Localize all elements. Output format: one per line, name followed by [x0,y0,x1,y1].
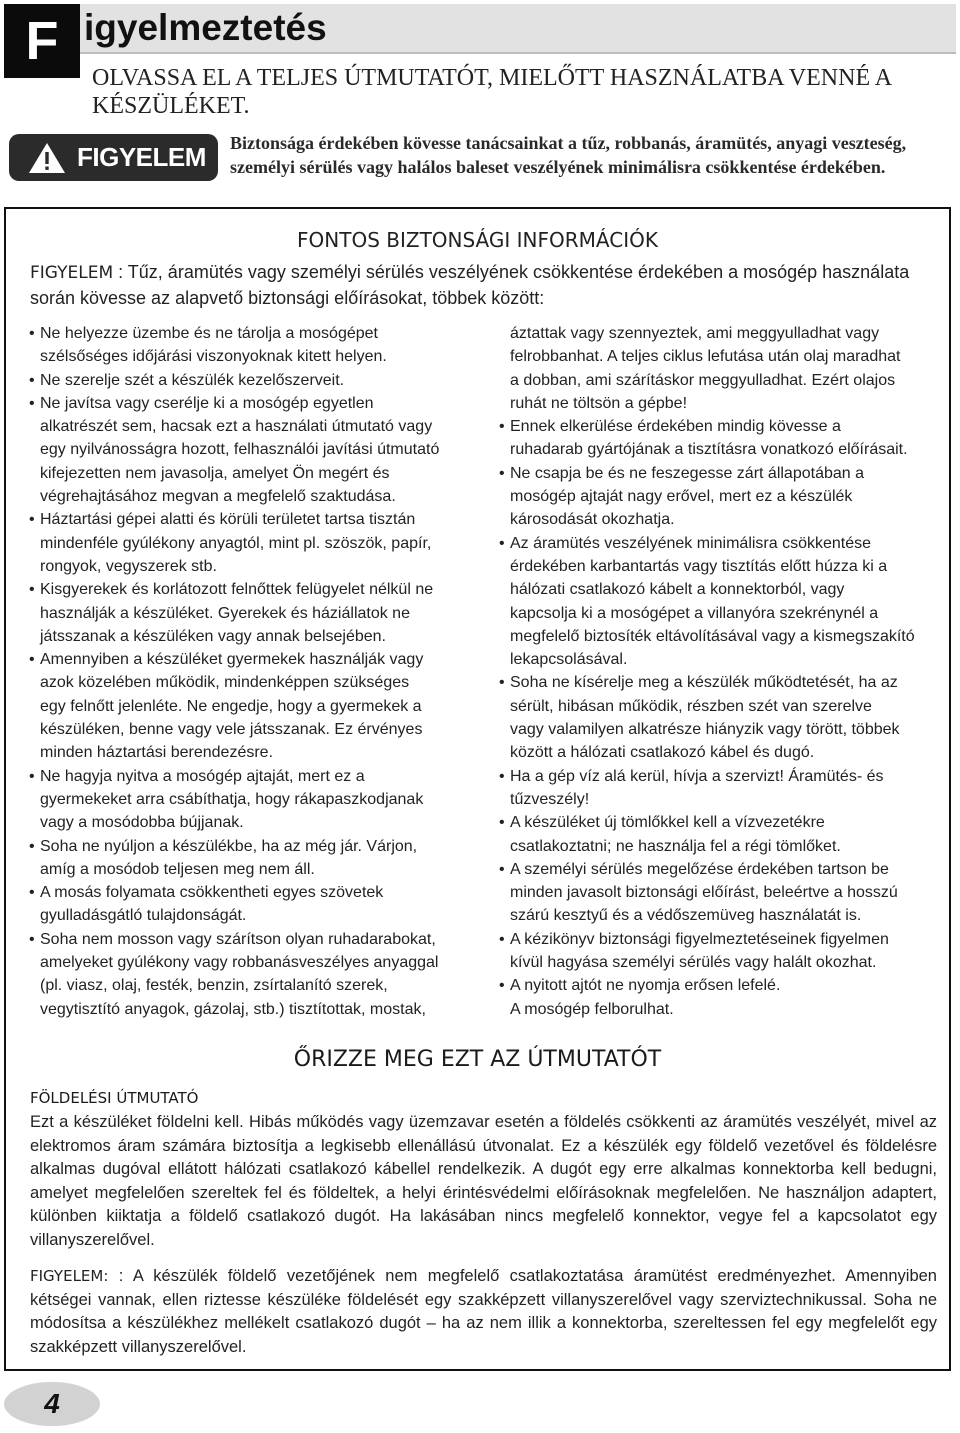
safety-list-line: gyermekeket arra csábíthatja, hogy rákapaszkodjanak [40,790,424,808]
safety-lead-text: : Tűz, áramütés vagy személyi sérülés veszélyének csökkentése érdekében a mosógép használata során kövesse az alapvető biztonsági előírásokat, többek között: [30,262,910,308]
safety-list-line: • Az áramütés veszélyének minimálisra csökkentése [500,532,930,555]
safety-list-line: • Soha nem mosson vagy szárítson olyan ruhadarabokat, [30,928,470,951]
safety-list-line: kívül hagyása személyi sérülés vagy halált okozhat. [510,954,877,972]
safety-lead [30,260,930,311]
safety-list-line: használják a készüléket. Gyerekek és háziállatok ne [40,604,410,622]
read-manual-notice: OLVASSA EL A TELJES ÚTMUTATÓT, MIELŐTT HASZNÁLATBA VENNÉ A KÉSZÜLÉKET. [92,65,891,119]
page-number: 4 [4,1382,100,1426]
warning-triangle-icon [27,141,67,175]
safety-list-line: (pl. viasz, olaj, festék, benzin, zsírtalanító szerek, [40,977,388,995]
safety-list-line: • Soha ne kísérelje meg a készülék működtetését, ha az [500,671,930,694]
grounding-title: FÖLDELÉSI ÚTMUTATÓ [30,1089,199,1107]
grounding-warning-label: FIGYELEM: [30,1267,109,1285]
safety-list-line: amelyeket gyúlékony vagy robbanásveszélyes anyaggal [40,954,439,972]
warning-badge [9,134,218,181]
safety-list-line: egy nyilvánosságra hozott, felhasználói javítási útmutató [40,441,440,459]
safety-list-line: a dobban, ami szárításkor meggyulladhat. Ezért olajos [510,371,896,389]
safety-list-line: • Ne javítsa vagy cserélje ki a mosógép egyetlen [30,392,470,415]
safety-list-line: áztattak vagy szennyeztek, ami meggyulladhat vagy [510,325,880,342]
safety-list-line: hálózati csatlakozó kábelt a konnektorból, vagy [510,581,845,599]
safety-list-line: ruhadarab gyártójának a tisztításra vonatkozó előírásait. [510,441,908,459]
safety-list-line: vagy a mosódobba bújjanak. [40,814,244,832]
title-initial: F [4,4,80,78]
safety-list-line: minden háztartási berendezésre. [40,744,274,762]
safety-list-right [500,322,930,1021]
safety-list-left [30,322,470,1021]
safety-list-line: készüléken, benne vagy vele játsszanak. Ez érvényes [40,721,423,739]
warning-label: FIGYELEM [77,142,206,172]
safety-list-line: vegytisztító anyagok, gázolaj, stb.) tisztítottak, mostak, [40,1000,426,1018]
safety-list-line: • Ne helyezze üzembe és ne tárolja a mosógépet [30,322,470,345]
safety-box [4,207,951,1371]
safety-title: FONTOS BIZTONSÁGI INFORMÁCIÓK [297,228,658,252]
safety-list-line: ruhát ne töltsön a gépbe! [510,394,688,412]
safety-list-line: sérült, hibásan működik, részben szét van szerelve [510,697,872,715]
safety-list-line: • A kézikönyv biztonsági figyelmeztetéseinek figyelmen [500,928,930,951]
safety-list-line: azok közelében működik, mindenképpen szükséges [40,674,410,692]
safety-list-line: károsodását okozhatja. [510,511,675,529]
safety-lead-label: FIGYELEM [30,263,114,283]
safety-list-line: kapcsolja ki a mosógépet a villanyóra szekrénynél a [510,604,879,622]
safety-list-line: • Ne szerelje szét a készülék kezelőszerveit. [30,369,470,392]
page-title: igyelmeztetés [84,7,327,48]
safety-list-line: • A készüléket új tömlőkkel kell a vízvezetékre [500,811,930,834]
safety-list-line: egy felnőtt jelenléte. Ne engedje, hogy a gyermekek a [40,697,422,715]
safety-list-line: A mosógép felborulhat. [510,1000,674,1018]
safety-list-line: rongyok, vegyszerek stb. [40,557,217,575]
safety-list-line: megfelelő biztosíték eltávolításával vagy a kismegszakító [510,627,915,645]
safety-list-line: • Ne csapja be és ne feszegesse zárt állapotában a [500,462,930,485]
safety-list-line: gyulladásgátló tulajdonságát. [40,907,247,925]
safety-list-line: • Soha ne nyúljon a készülékbe, ha az még jár. Várjon, [30,835,470,858]
safety-list-line: szélsőséges időjárási viszonyoknak kitett helyen. [40,348,387,366]
safety-list-line: • Ha a gép víz alá kerül, hívja a szervizt! Áramütés- és [500,765,930,788]
safety-list-line: között a hálózati csatlakozó kábel és dugó. [510,744,815,762]
grounding-warning [30,1265,937,1359]
safety-list-line: végrehajtásához megvan a megfelelő szaktudása. [40,488,396,506]
safety-list-line: kifejezetten nem javasolja, amelyet Ön megért és [40,464,390,482]
safety-list-line: • Amennyiben a készüléket gyermekek használják vagy [30,648,470,671]
safety-list-line: alkatrészét sem, hacsak ezt a használati útmutató vagy [40,418,433,436]
safety-list-line: tűzveszély! [510,790,590,808]
safety-list-line: felrobbanhat. A teljes ciklus lefutása után olaj maradhat [510,348,901,366]
safety-list-line: • Ne hagyja nyitva a mosógép ajtaját, mert ez a [30,765,470,788]
keep-manual-title: ŐRIZZE MEG EZT AZ ÚTMUTATÓT [293,1047,662,1072]
safety-list-line: • Háztartási gépei alatti és körüli területet tartsa tisztán [30,508,470,531]
safety-list-line: • A személyi sérülés megelőzése érdekében tartson be [500,858,930,881]
safety-list-line: • A mosás folyamata csökkentheti egyes szövetek [30,881,470,904]
safety-list-line: • Ennek elkerülése érdekében mindig kövesse a [500,415,930,438]
safety-list-line: amíg a mosódob teljesen meg nem áll. [40,860,315,878]
safety-list-line: mindenféle gyúlékony anyagtól, mint pl. szöszök, papír, [40,534,432,552]
safety-list-line: vagy valamilyen alkatrésze hiányzik vagy törött, többek [510,721,900,739]
safety-list-line: csatlakoztatni; ne használja fel a régi tömlőket. [510,837,841,855]
safety-list-line: mosógép ajtaját nagy erővel, mert ez a készülék [510,488,853,506]
safety-list-line: szárú kesztyű és a védőszemüveg használatát is. [510,907,862,925]
warning-text: Biztonsága érdekében kövesse tanácsainkat a tűz, robbanás, áramütés, anyagi veszteség, személyi sérülés vagy halálos baleset veszélyének minimálisra csökkentése érdekében. [230,133,907,177]
safety-list-line: • A nyitott ajtót ne nyomja erősen lefelé. [500,974,930,997]
grounding-warning-text: : A készülék földelő vezetőjének nem megfelelő csatlakoztatása áramütést eredményezhet. Amennyiben kétségei vannak, ellen riztesse készüléke földelését egy szakképzett villanyszerelővel vagy szerviztechnikussal. Soha ne módosítsa a készülékhez mellékelt csatlakozó dugót – ha az nem illik a konnektorba, szereltessen fel egy megfelelőt egy szakképzett villanyszerelővel. [30,1267,937,1356]
grounding-text: Ezt a készüléket földelni kell. Hibás működés vagy üzemzavar esetén a földelés csökkenti az áramütés veszélyét, mivel az elektromos áram számára biztosítja a legkisebb ellenállású útvonalat. Ez a készülék egy földelő vezetővel és földelésre alkalmas dugóval ellátott hálózati csatlakozó kábellel rendelkezik. A dugót egy erre alkalmas konnektorba kell bedugni, amelyet megfelelően szereltek fel és földeltek, a helyi érintésvédelmi előírásoknak megfelelően. Ne használjon adaptert, különben kiiktatja a földelő csatlakozó dugót. Ha lakásában nincs megfelelő konnektor, vegye fel a kapcsolatot egy villanyszerelővel. [30,1113,937,1249]
safety-list-line: lekapcsolásával. [510,651,628,669]
safety-list-line: érdekében karbantartás vagy tisztítás előtt húzza ki a [510,557,888,575]
safety-list-line: • Kisgyerekek és korlátozott felnőttek felügyelet nélkül ne [30,578,470,601]
safety-list-line: minden javasolt biztonsági előírást, beleértve a hosszú [510,884,898,902]
safety-list-line: játsszanak a készüléken vagy annak belsejében. [40,627,386,645]
